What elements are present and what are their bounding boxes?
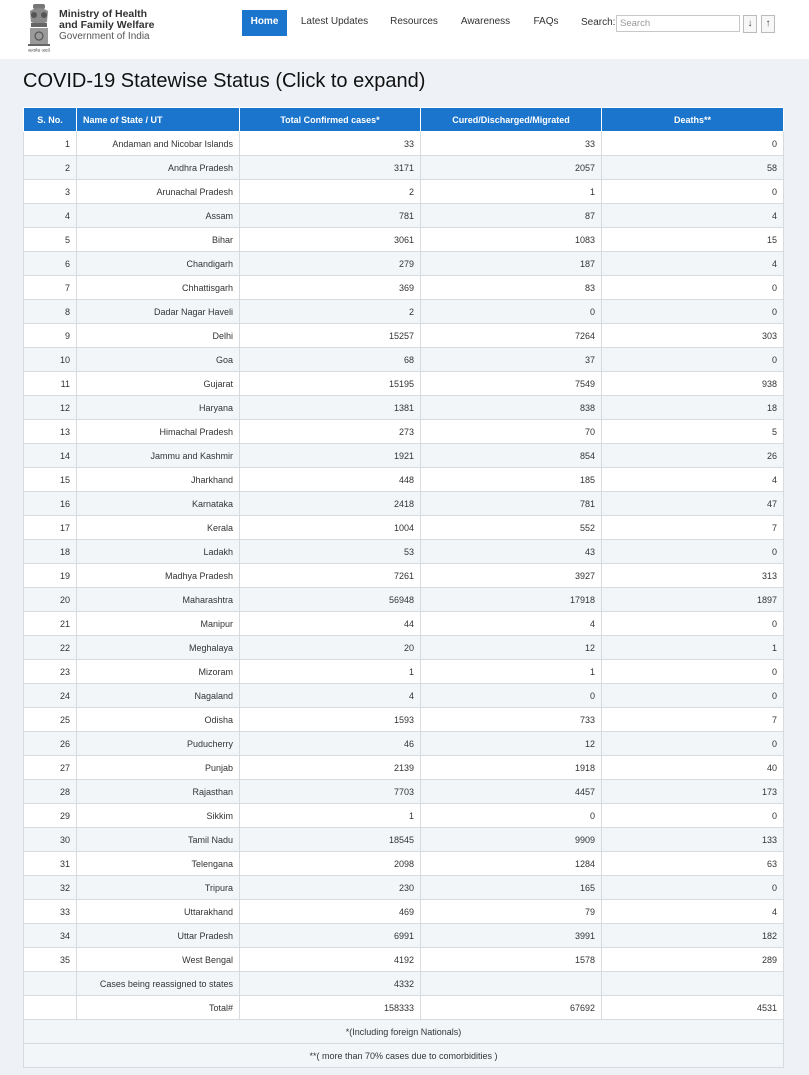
cell-cured: 187 — [421, 252, 602, 276]
table-row — [24, 708, 784, 732]
table-row — [24, 300, 784, 324]
search-label: Search: — [581, 17, 616, 28]
col-header-confirmed: Total Confirmed cases* — [240, 108, 421, 132]
cell-deaths: 47 — [602, 492, 784, 516]
cell-sno: 6 — [24, 252, 77, 276]
cell-confirmed: 20 — [240, 636, 421, 660]
cell-sno: 21 — [24, 612, 77, 636]
cell-state: Assam — [77, 204, 240, 228]
cell-deaths: 0 — [602, 876, 784, 900]
cell-state: Dadar Nagar Haveli — [77, 300, 240, 324]
cell-confirmed: 1593 — [240, 708, 421, 732]
nav-awareness[interactable]: Awareness — [460, 16, 511, 27]
cell-cured: 2057 — [421, 156, 602, 180]
cell-sno: 23 — [24, 660, 77, 684]
emblem-caption: सत्यमेव जयते — [27, 49, 51, 53]
cell-state: Puducherry — [77, 732, 240, 756]
cell-deaths: 0 — [602, 684, 784, 708]
cell-confirmed: 448 — [240, 468, 421, 492]
cell-sno: 35 — [24, 948, 77, 972]
table-row — [24, 492, 784, 516]
reassigned-row — [24, 972, 784, 996]
table-row — [24, 324, 784, 348]
cell-deaths: 18 — [602, 396, 784, 420]
reassigned-cell-state: Cases being reassigned to states — [77, 972, 240, 996]
table-row — [24, 804, 784, 828]
cell-cured: 0 — [421, 300, 602, 324]
cell-sno: 5 — [24, 228, 77, 252]
cell-state: Arunachal Pradesh — [77, 180, 240, 204]
cell-deaths: 0 — [602, 348, 784, 372]
cell-deaths: 63 — [602, 852, 784, 876]
table-row — [24, 756, 784, 780]
cell-sno: 30 — [24, 828, 77, 852]
nav-home[interactable]: Home — [242, 10, 287, 36]
cell-state: Tripura — [77, 876, 240, 900]
cell-state: Haryana — [77, 396, 240, 420]
cell-confirmed: 46 — [240, 732, 421, 756]
cell-sno: 16 — [24, 492, 77, 516]
cell-confirmed: 15195 — [240, 372, 421, 396]
cell-confirmed: 18545 — [240, 828, 421, 852]
cell-sno: 20 — [24, 588, 77, 612]
table-row — [24, 540, 784, 564]
cell-sno: 1 — [24, 132, 77, 156]
table-row — [24, 444, 784, 468]
cell-cured: 70 — [421, 420, 602, 444]
cell-state: Odisha — [77, 708, 240, 732]
total-cell-deaths: 4531 — [602, 996, 784, 1020]
table-row — [24, 900, 784, 924]
cell-state: Gujarat — [77, 372, 240, 396]
table-row — [24, 132, 784, 156]
cell-sno: 14 — [24, 444, 77, 468]
total-cell-sno — [24, 996, 77, 1020]
table-row — [24, 276, 784, 300]
cell-deaths: 289 — [602, 948, 784, 972]
cell-deaths: 303 — [602, 324, 784, 348]
cell-sno: 22 — [24, 636, 77, 660]
cell-confirmed: 68 — [240, 348, 421, 372]
cell-cured: 4 — [421, 612, 602, 636]
cell-cured: 7264 — [421, 324, 602, 348]
cell-cured: 1 — [421, 180, 602, 204]
cell-cured: 83 — [421, 276, 602, 300]
search-next-button[interactable]: ↓ — [743, 15, 757, 33]
table-row — [24, 780, 784, 804]
cell-confirmed: 1004 — [240, 516, 421, 540]
table-row — [24, 924, 784, 948]
table-row — [24, 828, 784, 852]
cell-confirmed: 469 — [240, 900, 421, 924]
cell-sno: 12 — [24, 396, 77, 420]
cell-sno: 2 — [24, 156, 77, 180]
cell-confirmed: 1921 — [240, 444, 421, 468]
cell-state: Andhra Pradesh — [77, 156, 240, 180]
statewise-status-table — [23, 107, 784, 1068]
cell-sno: 24 — [24, 684, 77, 708]
reassigned-cell-confirmed: 4332 — [240, 972, 421, 996]
cell-confirmed: 781 — [240, 204, 421, 228]
cell-confirmed: 7703 — [240, 780, 421, 804]
cell-deaths: 0 — [602, 132, 784, 156]
cell-cured: 1083 — [421, 228, 602, 252]
cell-cured: 17918 — [421, 588, 602, 612]
cell-sno: 26 — [24, 732, 77, 756]
col-header-cured: Cured/Discharged/Migrated — [421, 108, 602, 132]
cell-confirmed: 15257 — [240, 324, 421, 348]
cell-state: Sikkim — [77, 804, 240, 828]
cell-state: Jammu and Kashmir — [77, 444, 240, 468]
ministry-name[interactable] — [59, 9, 155, 42]
table-row — [24, 348, 784, 372]
cell-state: Kerala — [77, 516, 240, 540]
cell-cured: 7549 — [421, 372, 602, 396]
table-row — [24, 468, 784, 492]
cell-state: Ladakh — [77, 540, 240, 564]
cell-deaths: 4 — [602, 252, 784, 276]
cell-deaths: 0 — [602, 660, 784, 684]
table-row — [24, 732, 784, 756]
table-row — [24, 684, 784, 708]
cell-deaths: 1897 — [602, 588, 784, 612]
table-row — [24, 876, 784, 900]
cell-cured: 37 — [421, 348, 602, 372]
cell-state: Uttarakhand — [77, 900, 240, 924]
reassigned-cell-sno — [24, 972, 77, 996]
col-header-state: Name of State / UT — [77, 108, 240, 132]
cell-state: Madhya Pradesh — [77, 564, 240, 588]
ministry-name-line2: and Family Welfare — [59, 19, 155, 31]
cell-cured: 1 — [421, 660, 602, 684]
total-row — [24, 996, 784, 1020]
cell-state: Chhattisgarh — [77, 276, 240, 300]
cell-deaths: 0 — [602, 732, 784, 756]
cell-state: Mizoram — [77, 660, 240, 684]
cell-confirmed: 273 — [240, 420, 421, 444]
cell-sno: 17 — [24, 516, 77, 540]
search-previous-button[interactable]: ↑ — [761, 15, 775, 33]
government-of-india-label: Government of India — [59, 31, 150, 42]
cell-sno: 34 — [24, 924, 77, 948]
cell-confirmed: 56948 — [240, 588, 421, 612]
cell-state: Manipur — [77, 612, 240, 636]
table-row — [24, 396, 784, 420]
site-header — [0, 0, 809, 59]
cell-cured: 3991 — [421, 924, 602, 948]
cell-state: West Bengal — [77, 948, 240, 972]
cell-sno: 18 — [24, 540, 77, 564]
cell-confirmed: 7261 — [240, 564, 421, 588]
cell-state: Andaman and Nicobar Islands — [77, 132, 240, 156]
cell-state: Uttar Pradesh — [77, 924, 240, 948]
cell-deaths: 4 — [602, 900, 784, 924]
cell-confirmed: 2098 — [240, 852, 421, 876]
cell-sno: 28 — [24, 780, 77, 804]
cell-sno: 11 — [24, 372, 77, 396]
cell-deaths: 26 — [602, 444, 784, 468]
table-row — [24, 660, 784, 684]
table-row — [24, 204, 784, 228]
cell-deaths: 58 — [602, 156, 784, 180]
reassigned-cell-deaths — [602, 972, 784, 996]
cell-state: Karnataka — [77, 492, 240, 516]
cell-sno: 9 — [24, 324, 77, 348]
cell-sno: 15 — [24, 468, 77, 492]
cell-state: Nagaland — [77, 684, 240, 708]
cell-cured: 79 — [421, 900, 602, 924]
cell-sno: 25 — [24, 708, 77, 732]
cell-deaths: 0 — [602, 276, 784, 300]
cell-deaths: 4 — [602, 468, 784, 492]
cell-cured: 4457 — [421, 780, 602, 804]
nav-resources[interactable]: Resources — [390, 16, 438, 27]
cell-deaths: 5 — [602, 420, 784, 444]
cell-state: Telengana — [77, 852, 240, 876]
cell-confirmed: 2418 — [240, 492, 421, 516]
cell-confirmed: 44 — [240, 612, 421, 636]
ministry-name-line1: Ministry of Health — [59, 8, 148, 20]
cell-cured: 3927 — [421, 564, 602, 588]
cell-cured: 1284 — [421, 852, 602, 876]
cell-cured: 0 — [421, 684, 602, 708]
national-emblem-icon — [24, 2, 54, 53]
col-header-deaths: Deaths** — [602, 108, 784, 132]
cell-confirmed: 3061 — [240, 228, 421, 252]
col-header-sno: S. No. — [24, 108, 77, 132]
table-row — [24, 252, 784, 276]
table-row — [24, 636, 784, 660]
cell-confirmed: 2139 — [240, 756, 421, 780]
cell-cured: 781 — [421, 492, 602, 516]
cell-state: Goa — [77, 348, 240, 372]
nav-faqs[interactable]: FAQs — [533, 16, 559, 27]
cell-deaths: 173 — [602, 780, 784, 804]
table-row — [24, 948, 784, 972]
cell-state: Chandigarh — [77, 252, 240, 276]
cell-state: Bihar — [77, 228, 240, 252]
footnote-row — [24, 1020, 784, 1044]
cell-cured: 1918 — [421, 756, 602, 780]
cell-deaths: 0 — [602, 540, 784, 564]
cell-confirmed: 230 — [240, 876, 421, 900]
cell-deaths: 4 — [602, 204, 784, 228]
cell-state: Punjab — [77, 756, 240, 780]
cell-state: Maharashtra — [77, 588, 240, 612]
cell-deaths: 7 — [602, 516, 784, 540]
search-input[interactable] — [616, 15, 740, 32]
table-row — [24, 372, 784, 396]
cell-deaths: 938 — [602, 372, 784, 396]
cell-confirmed: 2 — [240, 300, 421, 324]
page-title[interactable]: COVID-19 Statewise Status (Click to expand) — [23, 70, 426, 92]
cell-sno: 32 — [24, 876, 77, 900]
footnote-text: **( more than 70% cases due to comorbidities ) — [24, 1044, 784, 1068]
cell-cured: 12 — [421, 732, 602, 756]
cell-deaths: 182 — [602, 924, 784, 948]
total-cell-cured: 67692 — [421, 996, 602, 1020]
cell-cured: 733 — [421, 708, 602, 732]
cell-confirmed: 1381 — [240, 396, 421, 420]
cell-confirmed: 2 — [240, 180, 421, 204]
cell-sno: 8 — [24, 300, 77, 324]
cell-sno: 7 — [24, 276, 77, 300]
cell-sno: 10 — [24, 348, 77, 372]
cell-confirmed: 369 — [240, 276, 421, 300]
cell-deaths: 7 — [602, 708, 784, 732]
table-row — [24, 516, 784, 540]
cell-confirmed: 3171 — [240, 156, 421, 180]
cell-sno: 19 — [24, 564, 77, 588]
cell-confirmed: 279 — [240, 252, 421, 276]
table-header-row — [24, 108, 784, 132]
cell-sno: 29 — [24, 804, 77, 828]
cell-sno: 13 — [24, 420, 77, 444]
footnote-row — [24, 1044, 784, 1068]
cell-deaths: 0 — [602, 612, 784, 636]
cell-confirmed: 1 — [240, 804, 421, 828]
cell-state: Jharkhand — [77, 468, 240, 492]
cell-sno: 4 — [24, 204, 77, 228]
cell-state: Tamil Nadu — [77, 828, 240, 852]
total-cell-state: Total# — [77, 996, 240, 1020]
cell-confirmed: 4192 — [240, 948, 421, 972]
total-cell-confirmed: 158333 — [240, 996, 421, 1020]
table-row — [24, 588, 784, 612]
cell-cured: 0 — [421, 804, 602, 828]
cell-sno: 27 — [24, 756, 77, 780]
cell-cured: 1578 — [421, 948, 602, 972]
cell-state: Delhi — [77, 324, 240, 348]
cell-deaths: 0 — [602, 804, 784, 828]
cell-sno: 3 — [24, 180, 77, 204]
cell-cured: 552 — [421, 516, 602, 540]
cell-confirmed: 1 — [240, 660, 421, 684]
table-row — [24, 156, 784, 180]
cell-cured: 12 — [421, 636, 602, 660]
cell-deaths: 0 — [602, 180, 784, 204]
cell-cured: 165 — [421, 876, 602, 900]
cell-state: Rajasthan — [77, 780, 240, 804]
cell-confirmed: 33 — [240, 132, 421, 156]
table-row — [24, 420, 784, 444]
table-row — [24, 180, 784, 204]
cell-deaths: 313 — [602, 564, 784, 588]
cell-sno: 33 — [24, 900, 77, 924]
cell-deaths: 15 — [602, 228, 784, 252]
cell-deaths: 0 — [602, 300, 784, 324]
cell-confirmed: 4 — [240, 684, 421, 708]
cell-state: Himachal Pradesh — [77, 420, 240, 444]
table-row — [24, 612, 784, 636]
table-row — [24, 852, 784, 876]
cell-confirmed: 6991 — [240, 924, 421, 948]
cell-cured: 185 — [421, 468, 602, 492]
cell-state: Meghalaya — [77, 636, 240, 660]
cell-deaths: 40 — [602, 756, 784, 780]
cell-deaths: 1 — [602, 636, 784, 660]
cell-cured: 33 — [421, 132, 602, 156]
cell-cured: 838 — [421, 396, 602, 420]
cell-cured: 9909 — [421, 828, 602, 852]
nav-latest-updates[interactable]: Latest Updates — [300, 16, 369, 27]
cell-sno: 31 — [24, 852, 77, 876]
footnote-text: *(Including foreign Nationals) — [24, 1020, 784, 1044]
table-row — [24, 564, 784, 588]
cell-deaths: 133 — [602, 828, 784, 852]
cell-confirmed: 53 — [240, 540, 421, 564]
cell-cured: 87 — [421, 204, 602, 228]
reassigned-cell-cured — [421, 972, 602, 996]
table-row — [24, 228, 784, 252]
cell-cured: 43 — [421, 540, 602, 564]
cell-cured: 854 — [421, 444, 602, 468]
